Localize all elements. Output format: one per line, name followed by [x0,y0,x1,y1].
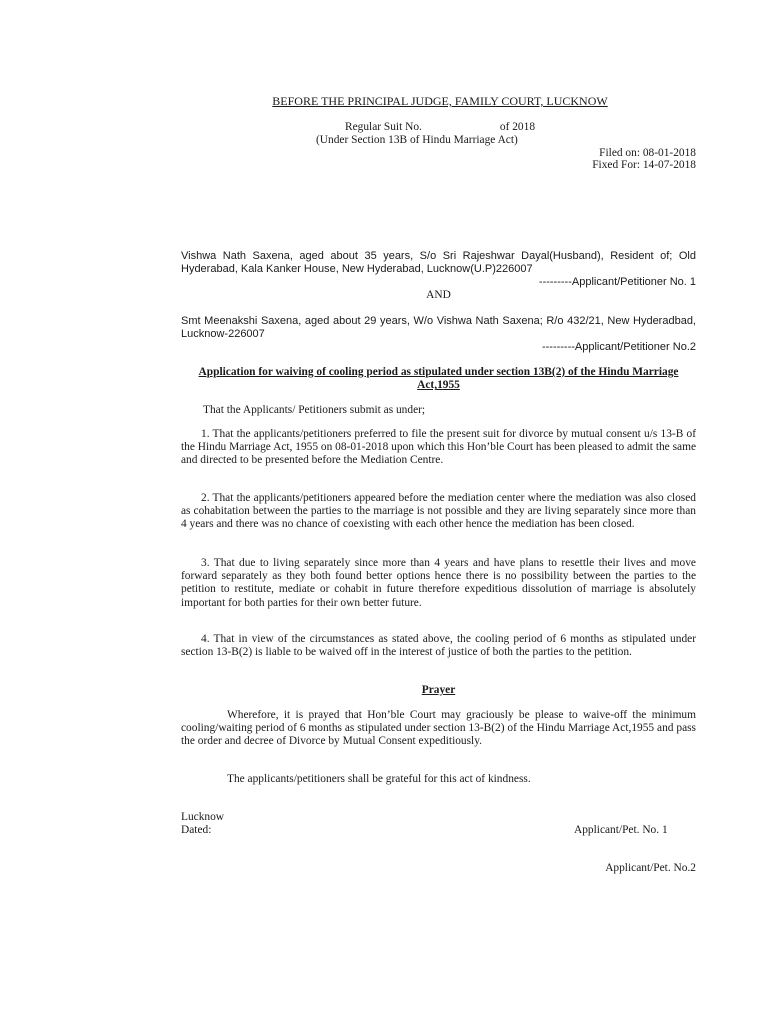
application-intro: That the Applicants/ Petitioners submit as under; [203,404,426,416]
filed-on-date: Filed on: 08-01-2018 [599,147,696,159]
place: Lucknow [181,811,225,823]
suit-number-line [345,121,535,134]
petitioner1-role: ---------Applicant/Petitioner No. 1 [538,276,696,288]
point-3: 3. That due to living separately since more than 4 years and have plans to resettle their lives and move forward separately as they both found better options hence there is no possibility between the parties to the petition to restitute, mediate or cohabit in future therefore expeditious dissolution of marriage is absolutely important for both parties for their own better future. [181,557,696,609]
signatory-1: Applicant/Pet. No. 1 [574,824,668,836]
prayer-heading: Prayer [421,684,456,696]
petitioner1-details: Vishwa Nath Saxena, aged about 35 years, S/o Sri Rajeshwar Dayal(Husband), Resident of; Old Hyderabad, Kala Kanker House, New Hyderabad, Lucknow(U.P)226007 [181,250,696,276]
application-title: Application for waiving of cooling period as stipulated under section 13B(2) of the Hindu Marriage Act,1955 [198,366,679,392]
point-1: 1. That the applicants/petitioners preferred to file the present suit for divorce by mutual consent u/s 13-B of the Hindu Marriage Act, 1955 on 08-01-2018 upon which this Hon’ble Court has been pleased to admit the same and directed to be presented before the Mediation Centre. [181,428,696,467]
point-2: 2. That the applicants/petitioners appeared before the mediation center where the mediation was also closed as cohabitation between the parties to the marriage is not possible and they are living separately since more than 4 years and there was no chance of coexisting with each other hence the mediation has been closed. [181,492,696,531]
prayer-text: Wherefore, it is prayed that Hon’ble Court may graciously be please to waive-off the minimum cooling/waiting period of 6 months as stipulated under section 13-B(2) of the Hindu Marriage Act,1955 and pass the order and decree of Divorce by Mutual Consent expeditiously. [181,709,696,748]
fixed-for-date: Fixed For: 14-07-2018 [592,159,696,171]
suit-label: Regular Suit No. [345,121,422,133]
signatory-2: Applicant/Pet. No.2 [605,862,696,874]
petitioner2-role: ---------Applicant/Petitioner No.2 [541,341,696,353]
gratitude-line: The applicants/petitioners shall be grateful for this act of kindness. [227,773,531,785]
point-4: 4. That in view of the circumstances as stated above, the cooling period of 6 months as stipulated under section 13-B(2) is liable to be waived off in the interest of justice of both the parties to the petition. [181,633,696,659]
and-separator: AND [426,289,451,301]
dated-label: Dated: [181,824,212,836]
court-title: BEFORE THE PRINCIPAL JUDGE, FAMILY COURT, LUCKNOW [272,94,608,108]
petitioner2-details: Smt Meenakshi Saxena, aged about 29 years, W/o Vishwa Nath Saxena; R/o 432/21, New Hyderadbad, Lucknow-226007 [181,315,696,341]
suit-year: of 2018 [499,121,536,133]
section-reference: (Under Section 13B of Hindu Marriage Act) [316,134,518,146]
